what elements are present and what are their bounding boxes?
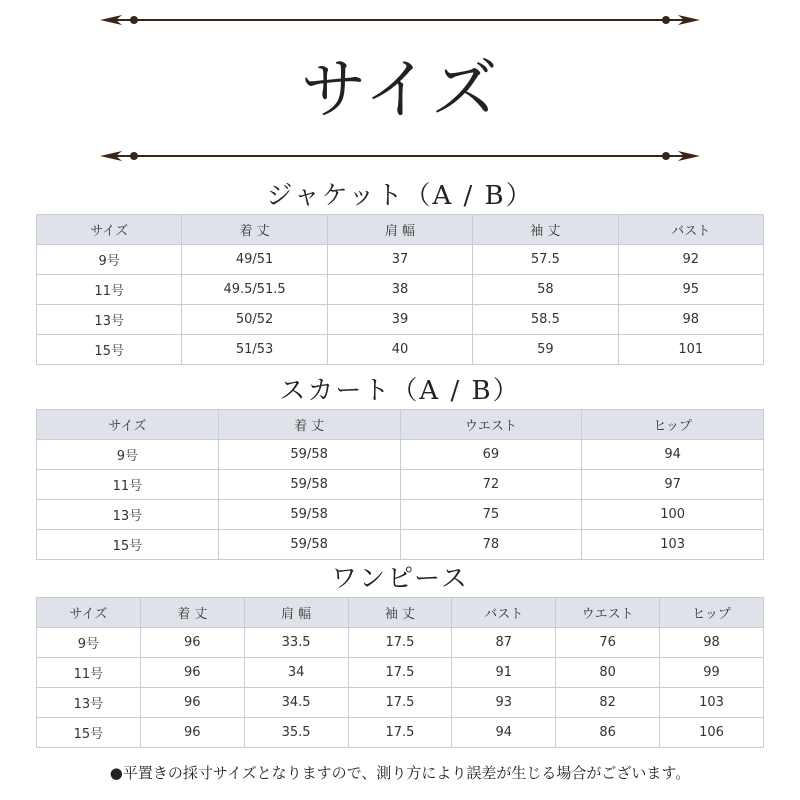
table-row [37, 658, 764, 688]
column-header: 着 丈 [218, 410, 400, 440]
table-cell: 50/52 [182, 305, 327, 335]
column-header: 着 丈 [182, 215, 327, 245]
ornament-divider-top [100, 14, 700, 26]
table-row [37, 275, 764, 305]
table-cell: 13号 [37, 500, 219, 530]
table-cell: 86 [556, 718, 660, 748]
table-header-row [37, 410, 764, 440]
table-cell: 99 [660, 658, 764, 688]
table-cell: 93 [452, 688, 556, 718]
table-cell: 78 [400, 530, 582, 560]
dress-size-table [36, 597, 764, 748]
table-cell: 98 [660, 628, 764, 658]
jacket-section-title: ジャケット（A / B） [266, 181, 534, 211]
table-cell: 100 [582, 500, 764, 530]
column-header: 着 丈 [140, 598, 244, 628]
skirt-section-title: スカート（A / B） [279, 376, 521, 406]
table-row [37, 470, 764, 500]
table-cell: 72 [400, 470, 582, 500]
table-cell: 17.5 [348, 658, 452, 688]
table-cell: 17.5 [348, 688, 452, 718]
table-cell: 13号 [37, 688, 141, 718]
table-cell: 101 [618, 335, 763, 365]
table-cell: 95 [618, 275, 763, 305]
dress-section-title: ワンピース [331, 564, 469, 594]
column-header: ウエスト [400, 410, 582, 440]
table-cell: 91 [452, 658, 556, 688]
table-cell: 96 [140, 718, 244, 748]
table-cell: 98 [618, 305, 763, 335]
table-row [37, 440, 764, 470]
table-cell: 34 [244, 658, 348, 688]
table-cell: 59/58 [218, 440, 400, 470]
table-row [37, 530, 764, 560]
table-header-row [37, 598, 764, 628]
table-cell: 58 [473, 275, 618, 305]
column-header: ウエスト [556, 598, 660, 628]
table-cell: 33.5 [244, 628, 348, 658]
column-header: バスト [452, 598, 556, 628]
table-row [37, 628, 764, 658]
table-cell: 106 [660, 718, 764, 748]
table-cell: 94 [582, 440, 764, 470]
table-cell: 57.5 [473, 245, 618, 275]
table-cell: 9号 [37, 440, 219, 470]
column-header: サイズ [37, 410, 219, 440]
table-cell: 15号 [37, 335, 182, 365]
table-cell: 9号 [37, 245, 182, 275]
page-title: サイズ [300, 51, 500, 128]
table-cell: 15号 [37, 530, 219, 560]
column-header: バスト [618, 215, 763, 245]
table-cell: 96 [140, 688, 244, 718]
table-cell: 58.5 [473, 305, 618, 335]
table-cell: 34.5 [244, 688, 348, 718]
table-cell: 15号 [37, 718, 141, 748]
table-cell: 75 [400, 500, 582, 530]
table-cell: 94 [452, 718, 556, 748]
table-row [37, 718, 764, 748]
measurement-note: ●平置きの採寸サイズとなりますので、測り方により誤差が生じる場合がございます。 [109, 764, 691, 782]
column-header: サイズ [37, 598, 141, 628]
table-cell: 59 [473, 335, 618, 365]
skirt-size-table [36, 409, 764, 560]
table-cell: 11号 [37, 470, 219, 500]
table-row [37, 688, 764, 718]
table-cell: 96 [140, 628, 244, 658]
table-cell: 11号 [37, 275, 182, 305]
table-header-row [37, 215, 764, 245]
table-cell: 51/53 [182, 335, 327, 365]
column-header: 肩 幅 [244, 598, 348, 628]
table-cell: 96 [140, 658, 244, 688]
table-cell: 11号 [37, 658, 141, 688]
column-header: 肩 幅 [327, 215, 472, 245]
table-cell: 87 [452, 628, 556, 658]
table-cell: 9号 [37, 628, 141, 658]
table-cell: 40 [327, 335, 472, 365]
table-cell: 82 [556, 688, 660, 718]
table-cell: 39 [327, 305, 472, 335]
table-cell: 69 [400, 440, 582, 470]
table-cell: 76 [556, 628, 660, 658]
table-row [37, 335, 764, 365]
table-cell: 13号 [37, 305, 182, 335]
table-row [37, 500, 764, 530]
table-cell: 80 [556, 658, 660, 688]
table-cell: 59/58 [218, 500, 400, 530]
table-cell: 49/51 [182, 245, 327, 275]
column-header: 袖 丈 [473, 215, 618, 245]
table-cell: 38 [327, 275, 472, 305]
column-header: ヒップ [582, 410, 764, 440]
table-row [37, 245, 764, 275]
table-cell: 103 [582, 530, 764, 560]
table-cell: 103 [660, 688, 764, 718]
table-cell: 37 [327, 245, 472, 275]
jacket-size-table [36, 214, 764, 365]
table-cell: 97 [582, 470, 764, 500]
table-cell: 17.5 [348, 718, 452, 748]
ornament-divider-bottom [100, 150, 700, 162]
table-row [37, 305, 764, 335]
table-cell: 17.5 [348, 628, 452, 658]
column-header: ヒップ [660, 598, 764, 628]
table-cell: 92 [618, 245, 763, 275]
table-cell: 35.5 [244, 718, 348, 748]
column-header: サイズ [37, 215, 182, 245]
column-header: 袖 丈 [348, 598, 452, 628]
table-cell: 59/58 [218, 530, 400, 560]
table-cell: 59/58 [218, 470, 400, 500]
table-cell: 49.5/51.5 [182, 275, 327, 305]
